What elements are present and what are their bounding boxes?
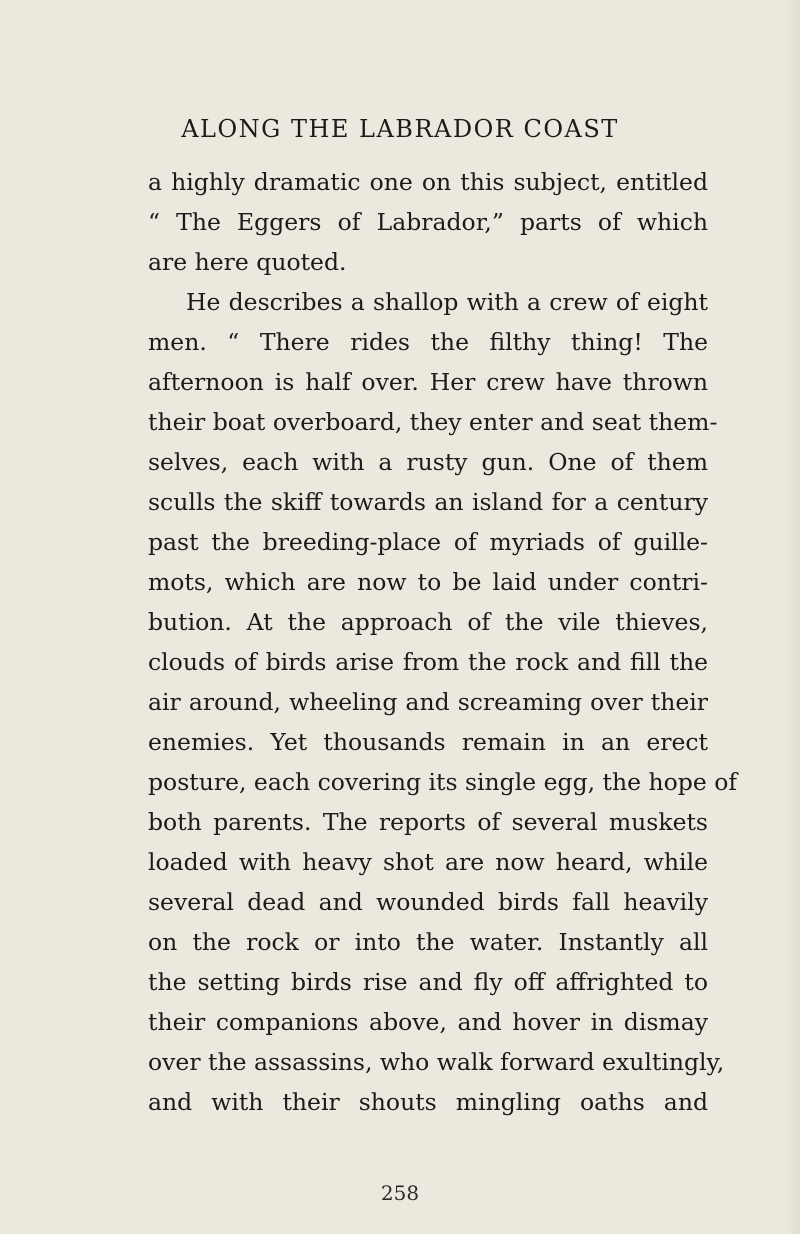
page-number: 258 — [380, 1181, 420, 1205]
text-line: are here quoted. — [148, 248, 347, 276]
text-line: past the breeding-place of myriads of guille- — [148, 528, 708, 556]
text-line: their companions above, and hover in dismay — [148, 1008, 708, 1036]
text-line: on the rock or into the water. Instantly all — [148, 928, 708, 956]
text-line: He describes a shallop with a crew of eight — [186, 288, 708, 316]
text-line: loaded with heavy shot are now heard, while — [148, 848, 708, 876]
text-line: the setting birds rise and fly off affrighted to — [148, 968, 708, 996]
text-line: air around, wheeling and screaming over their — [148, 688, 708, 716]
text-line: a highly dramatic one on this subject, entitled — [148, 168, 708, 196]
text-line: and with their shouts mingling oaths and — [148, 1088, 708, 1116]
text-line: selves, each with a rusty gun. One of them — [148, 448, 708, 476]
body-text — [148, 162, 738, 1122]
text-line: over the assassins, who walk forward exultingly, — [148, 1048, 725, 1076]
text-line: afternoon is half over. Her crew have thrown — [148, 368, 708, 396]
text-line: clouds of birds arise from the rock and fill the — [148, 648, 708, 676]
text-line: their boat overboard, they enter and seat them- — [148, 408, 718, 436]
text-line: sculls the skiff towards an island for a century — [148, 488, 708, 516]
text-line: mots, which are now to be laid under contri- — [148, 568, 708, 596]
text-line: several dead and wounded birds fall heavily — [148, 888, 708, 916]
running-head: ALONG THE LABRADOR COAST — [181, 115, 619, 143]
text-line: posture, each covering its single egg, the hope of — [148, 768, 738, 796]
text-line: men. “ There rides the filthy thing! The — [148, 328, 708, 356]
page-edge-shadow — [786, 0, 800, 1234]
text-line: enemies. Yet thousands remain in an erect — [148, 728, 708, 756]
text-line: bution. At the approach of the vile thieves, — [148, 608, 708, 636]
text-line: both parents. The reports of several muskets — [148, 808, 708, 836]
text-line: “ The Eggers of Labrador,” parts of which — [148, 208, 708, 236]
